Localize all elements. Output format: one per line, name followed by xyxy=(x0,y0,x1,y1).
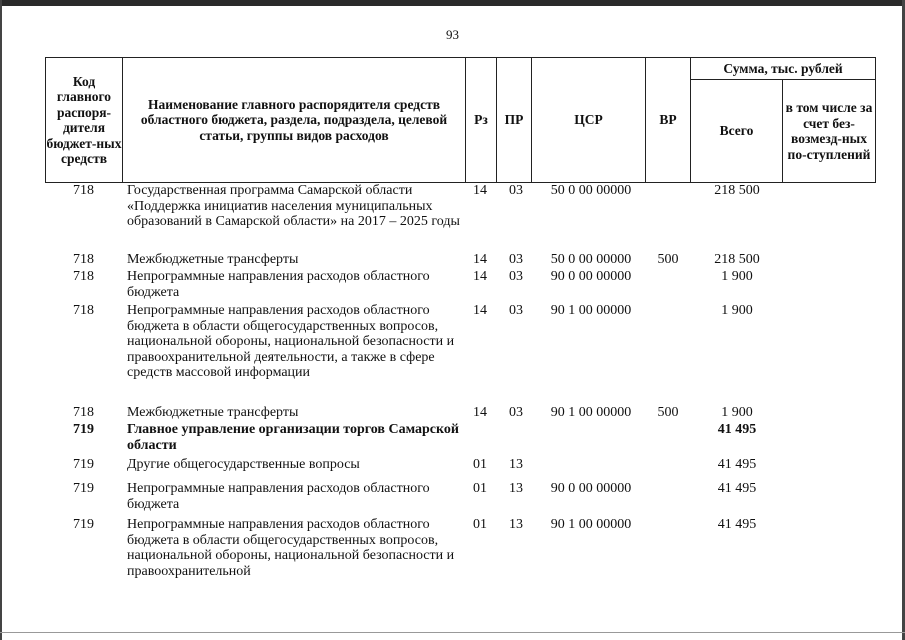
cell-rz: 14 xyxy=(473,405,487,420)
cell-code: 719 xyxy=(73,457,94,472)
cell-name: Непрограммные направления расходов областного бюджета xyxy=(127,481,430,512)
cell-name: Непрограммные направления расходов областного бюджета xyxy=(127,269,430,300)
cell-rz: 14 xyxy=(473,252,487,267)
cell-csr: 50 0 00 00000 xyxy=(550,183,632,198)
cell-rz: 01 xyxy=(473,457,487,472)
cell-csr: 90 0 00 00000 xyxy=(550,269,632,284)
cell-total: 1 900 xyxy=(721,269,753,284)
cell-total: 1 900 xyxy=(721,405,753,420)
cell-name: Межбюджетные трансферты xyxy=(127,405,299,420)
cell-csr: 90 0 00 00000 xyxy=(550,481,632,496)
cell-pr: 13 xyxy=(509,457,523,472)
cell-code: 718 xyxy=(73,269,94,284)
cell-pr: 13 xyxy=(509,481,523,496)
cell-vr: 500 xyxy=(657,252,679,267)
cell-pr: 03 xyxy=(509,303,523,318)
header-vr: ВР xyxy=(645,57,691,183)
cell-code: 719 xyxy=(73,517,94,532)
cell-pr: 13 xyxy=(509,517,523,532)
cell-name: Другие общегосударственные вопросы xyxy=(127,457,360,472)
cell-rz: 14 xyxy=(473,269,487,284)
header-name: Наименование главного распорядителя средств областного бюджета, раздела, подраздела, целевой статьи, группы видов расходов xyxy=(122,57,466,183)
cell-rz: 14 xyxy=(473,303,487,318)
page-number: 93 xyxy=(446,27,459,42)
cell-pr: 03 xyxy=(509,183,523,198)
cell-csr: 90 1 00 00000 xyxy=(550,303,632,318)
header-csr: ЦСР xyxy=(531,57,646,183)
scan-bottom-line xyxy=(0,632,905,633)
cell-rz: 14 xyxy=(473,183,487,198)
cell-total: 1 900 xyxy=(721,303,753,318)
header-code: Код главного распоря-дителя бюджет-ных средств xyxy=(45,57,123,183)
cell-csr: 50 0 00 00000 xyxy=(550,252,632,267)
cell-total: 41 495 xyxy=(717,422,757,437)
cell-rz: 01 xyxy=(473,517,487,532)
cell-code: 718 xyxy=(73,183,94,198)
cell-name: Государственная программа Самарской области «Поддержка инициатив населения муниципальных образований в Самарской области» на 2017 – 2025 годы xyxy=(127,183,460,229)
header-total: Всего xyxy=(690,79,783,183)
cell-vr: 500 xyxy=(657,405,679,420)
header-sum: Сумма, тыс. рублей xyxy=(690,57,876,80)
cell-name: Непрограммные направления расходов областного бюджета в области общегосударственных вопросов, национальной обороны, национальной безопасности и правоохранительной xyxy=(127,517,455,579)
header-incl: в том числе за счет без-возмезд-ных по-ступлений xyxy=(782,79,876,183)
cell-code: 718 xyxy=(73,252,94,267)
cell-name: Межбюджетные трансферты xyxy=(127,252,299,267)
cell-total: 41 495 xyxy=(717,517,757,532)
cell-total: 41 495 xyxy=(717,457,757,472)
cell-code: 719 xyxy=(73,422,94,437)
header-rz: Рз xyxy=(465,57,497,183)
cell-name: Непрограммные направления расходов областного бюджета в области общегосударственных вопросов, национальной обороны, национальной безопасности и правоохранительной деятельности, а также в сфере средств массовой информации xyxy=(127,303,455,380)
cell-name: Главное управление организации торгов Самарской области xyxy=(127,422,459,453)
cell-csr: 90 1 00 00000 xyxy=(550,405,632,420)
cell-code: 718 xyxy=(73,405,94,420)
cell-total: 218 500 xyxy=(714,183,760,198)
cell-rz: 01 xyxy=(473,481,487,496)
cell-total: 218 500 xyxy=(714,252,760,267)
cell-code: 719 xyxy=(73,481,94,496)
cell-total: 41 495 xyxy=(717,481,757,496)
cell-pr: 03 xyxy=(509,252,523,267)
scan-left-border xyxy=(0,0,2,640)
scan-top-border xyxy=(0,0,905,6)
cell-pr: 03 xyxy=(509,405,523,420)
cell-pr: 03 xyxy=(509,269,523,284)
cell-code: 718 xyxy=(73,303,94,318)
header-pr: ПР xyxy=(496,57,532,183)
cell-csr: 90 1 00 00000 xyxy=(550,517,632,532)
